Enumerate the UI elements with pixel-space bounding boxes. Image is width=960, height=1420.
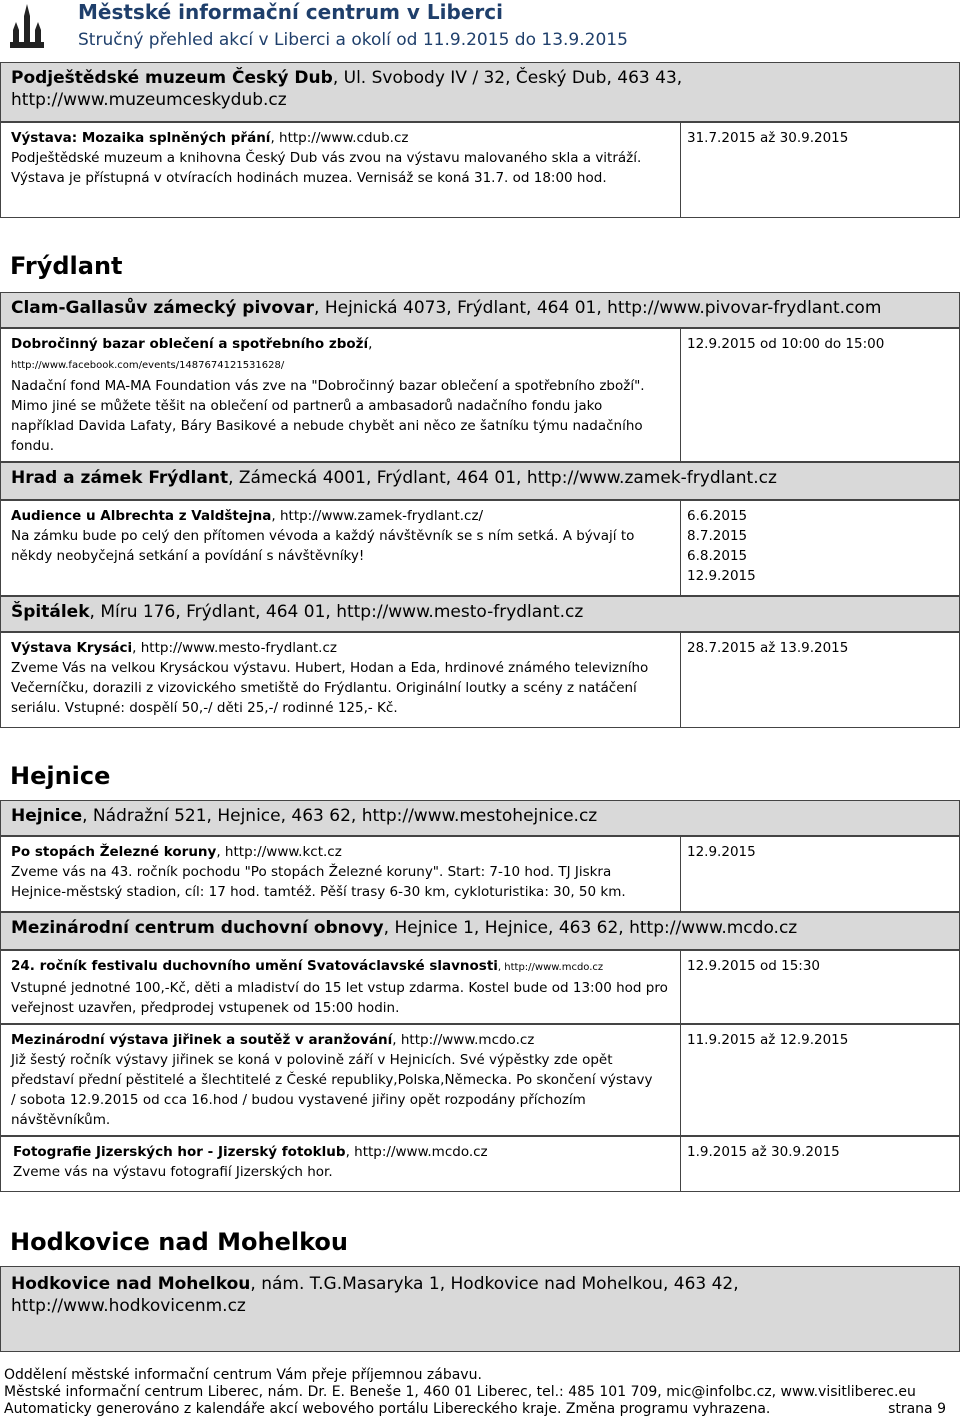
event-title: Výstava Krysáci: [11, 640, 133, 656]
org-header-pivovar: [0, 292, 960, 328]
event-description: Vstupné jednotné 100,-Kč, děti a mladiství do 15 let vstup zdarma. Kostel bude od 13:00 hod pro veřejnost uzavřen, předprodej vstupenek od 15:00 hodin.: [11, 980, 668, 1016]
event-row: [0, 122, 960, 218]
city-heading-hejnice: Hejnice: [10, 762, 111, 790]
column-divider: [680, 501, 681, 595]
event-row: [0, 1024, 960, 1136]
event-date: 31.7.2015 až 30.9.2015: [687, 130, 849, 146]
org-address: , Míru 176, Frýdlant, 464 01, http://www.mesto-frydlant.cz: [89, 602, 584, 622]
org-header-muzeum: [0, 62, 960, 122]
event-description: Podještědské muzeum a knihovna Český Dub vás zvou na výstavu malovaného skla a vitráží. Výstava je přístupná v otvíracích hodinách muzea. Vernisáž se koná 31.7. od 18:00 hod.: [11, 150, 642, 186]
event-row: [0, 500, 960, 596]
column-divider: [680, 951, 681, 1023]
event-url[interactable]: , http://www.mesto-frydlant.cz: [132, 640, 337, 656]
org-name: Hejnice: [11, 806, 83, 826]
column-divider: [680, 329, 681, 461]
event-row: [0, 632, 960, 728]
event-title: Dobročinný bazar oblečení a spotřebního zboží: [11, 336, 369, 352]
event-url[interactable]: , http://www.mcdo.cz: [345, 1144, 488, 1160]
org-address: , Nádražní 521, Hejnice, 463 62, http://www.mestohejnice.cz: [82, 806, 598, 826]
org-url[interactable]: http://www.muzeumceskydub.cz: [11, 90, 287, 110]
org-header-zamek: [0, 462, 960, 500]
event-title: 24. ročník festivalu duchovního umění Svatováclavské slavnosti: [11, 958, 498, 974]
event-date: 8.7.2015: [687, 528, 748, 544]
event-title: Fotografie Jizerských hor - Jizerský fotoklub: [13, 1144, 346, 1160]
event-url[interactable]: , http://www.mcdo.cz: [392, 1032, 535, 1048]
org-header-hejnice: [0, 800, 960, 836]
org-address: , Hejnická 4073, Frýdlant, 464 01, http://www.pivovar-frydlant.com: [314, 298, 882, 318]
event-date: 12.9.2015: [687, 568, 756, 584]
event-url[interactable]: , http://www.zamek-frydlant.cz/: [271, 508, 484, 524]
org-name: Clam-Gallasův zámecký pivovar: [11, 298, 315, 318]
city-heading-hodkovice: Hodkovice nad Mohelkou: [10, 1228, 348, 1256]
org-name: Hrad a zámek Frýdlant: [11, 468, 229, 488]
event-row: [0, 950, 960, 1024]
event-date: 6.8.2015: [687, 548, 748, 564]
event-title: Mezinárodní výstava jiřinek a soutěž v aranžování: [11, 1032, 393, 1048]
org-name: Mezinárodní centrum duchovní obnovy: [11, 918, 384, 938]
column-divider: [680, 123, 681, 217]
column-divider: [680, 633, 681, 727]
event-row: Dobročinný bazar oblečení a spotřebního zboží, http://www.facebook.com/events/1487674121531628/ Nadační fond MA-MA Foundation vás zve na "Dobročinný bazar oblečení a spotřebního zboží". Mimo jiné se můžete těšit na oblečení od partnerů a ambasadorů nadačního fondu jako například Davida Lafaty, Báry Basikové a nebude chybět ani něco ze šatníku týmu nadačního fondu. 12.9.2015 od 10:00 do 15:00: [0, 328, 960, 462]
event-description: Zveme vás na 43. ročník pochodu "Po stopách Železné koruny". Start: 7-10 hod. TJ Jiskra Hejnice-městský stadion, cíl: 17 hod. tamtéž. Pěší trasy 6-30 km, cykloturistika: 30, 50 km.: [11, 864, 626, 900]
event-date: 11.9.2015 až 12.9.2015: [687, 1032, 849, 1048]
event-date: 12.9.2015 od 10:00 do 15:00: [687, 336, 885, 352]
event-url[interactable]: http://www.facebook.com/events/1487674121531628/: [11, 360, 285, 371]
event-date: 6.6.2015: [687, 508, 748, 524]
event-row: [0, 1136, 960, 1192]
event-description: Již šestý ročník výstavy jiřinek se koná v polovině září v Hejnicích. Své výpěstky zde opět představí přední pěstitelé a šlechtitelé z České republiky,Polska,Německa. Po skončení výstavy / sobota 12.9.2015 od cca 16.hod / budou vystavené jiřiny opět rozpodány příchozím návštěvníkům.: [11, 1052, 653, 1128]
org-address: , nám. T.G.Masaryka 1, Hodkovice nad Mohelkou, 463 42,: [250, 1274, 739, 1294]
org-header-hodkovice: [0, 1266, 960, 1352]
event-description: Na zámku bude po celý den přítomen vévoda a každý návštěvník se s ním setká. A bývají to někdy neobyčejná setkání a povídání s návštěvníky!: [11, 528, 635, 564]
org-header-mcdo: [0, 912, 960, 950]
event-date: 12.9.2015 od 15:30: [687, 958, 821, 974]
liberec-town-hall-logo-icon: [6, 2, 48, 52]
event-title: Audience u Albrechta z Valdštejna: [11, 508, 272, 524]
org-address: , Ul. Svobody IV / 32, Český Dub, 463 43,: [332, 68, 683, 88]
org-address: , Zámecká 4001, Frýdlant, 464 01, http://www.zamek-frydlant.cz: [228, 468, 777, 488]
event-url[interactable]: , http://www.cdub.cz: [270, 130, 409, 146]
event-date: 1.9.2015 až 30.9.2015: [687, 1144, 840, 1160]
footer-note: Automaticky generováno z kalendáře akcí webového portálu Libereckého kraje. Změna programu vyhrazena.: [4, 1401, 771, 1417]
event-date: 28.7.2015 až 13.9.2015: [687, 640, 849, 656]
event-description: Nadační fond MA-MA Foundation vás zve na "Dobročinný bazar oblečení a spotřebního zboží". Mimo jiné se můžete těšit na oblečení od partnerů a ambasadorů nadačního fondu jako například Davida Lafaty, Báry Basikové a nebude chybět ani něco ze šatníku týmu nadačního fondu.: [11, 378, 645, 454]
page-subtitle: Stručný přehled akcí v Liberci a okolí od 11.9.2015 do 13.9.2015: [78, 30, 628, 50]
org-address: , Hejnice 1, Hejnice, 463 62, http://www.mcdo.cz: [383, 918, 798, 938]
event-url[interactable]: , http://www.mcdo.cz: [497, 962, 604, 973]
page-header: [0, 0, 960, 56]
org-name: Hodkovice nad Mohelkou: [11, 1274, 251, 1294]
event-description: Zveme vás na výstavu fotografií Jizerských hor.: [13, 1164, 333, 1180]
event-url[interactable]: , http://www.kct.cz: [216, 844, 342, 860]
event-date: 12.9.2015: [687, 844, 756, 860]
org-name: Špitálek: [11, 602, 90, 622]
org-url[interactable]: http://www.hodkovicenm.cz: [11, 1296, 246, 1316]
page-footer: [4, 1367, 954, 1418]
footer-line: Oddělení městské informační centrum Vám přeje příjemnou zábavu.: [4, 1367, 482, 1383]
footer-contact: Městské informační centrum Liberec, nám. Dr. E. Beneše 1, 460 01 Liberec, tel.: 485 101 709, mic@infolbc.cz, www.visitliberec.eu: [4, 1384, 916, 1400]
event-title: Po stopách Železné koruny: [11, 844, 217, 860]
column-divider: [680, 1137, 681, 1191]
org-name: Podještědské muzeum Český Dub: [11, 68, 333, 88]
page-title: Městské informační centrum v Liberci: [78, 0, 503, 24]
org-header-spitalek: [0, 596, 960, 632]
event-description: Zveme Vás na velkou Krysáckou výstavu. Hubert, Hodan a Eda, hrdinové známého televizního Večerníčku, dorazili z vizovického smetiště do Frýdlantu. Originální loutky a scény z natáčení seriálu. Vstupné: dospělí 50,-/ děti 25,-/ rodinné 125,- Kč.: [11, 660, 649, 716]
column-divider: [680, 1025, 681, 1135]
event-row: [0, 836, 960, 912]
city-heading-frydlant: Frýdlant: [10, 252, 123, 280]
event-title: Výstava: Mozaika splněných přání: [11, 130, 271, 146]
column-divider: [680, 837, 681, 911]
page-number: strana 9: [888, 1401, 946, 1417]
event-dates: [687, 506, 756, 586]
